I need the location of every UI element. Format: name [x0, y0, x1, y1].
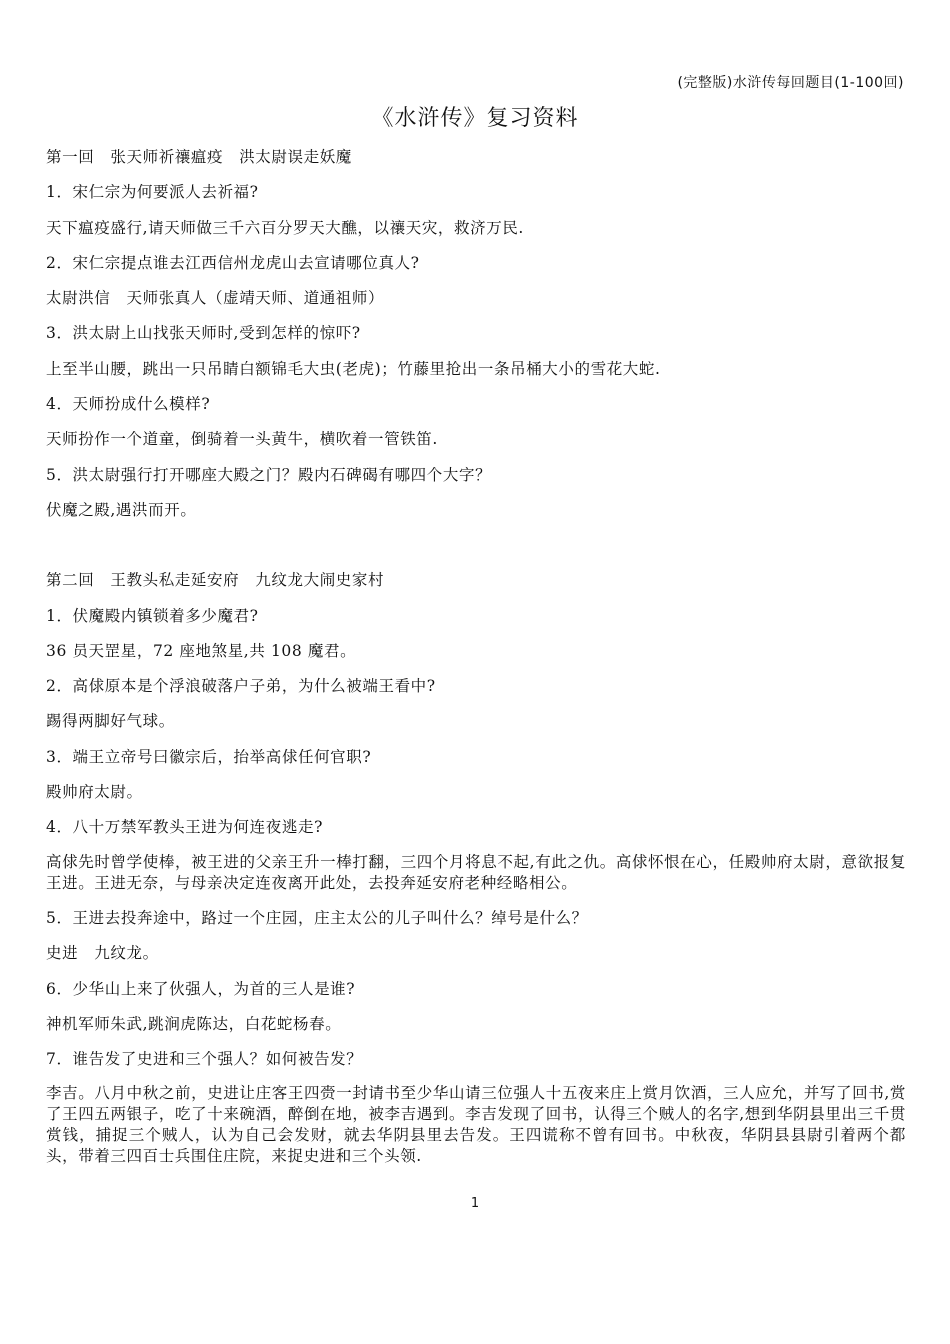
running-header: (完整版)水浒传每回题目(1-100回): [677, 75, 904, 91]
chapter-1-answer-5: 伏魔之殿,遇洪而开。: [46, 500, 197, 519]
chapter-2-question-3: 3．端王立帝号曰徽宗后，抬举高俅任何官职?: [46, 747, 372, 766]
chapter-2-answer-1: 36 员天罡星，72 座地煞星,共 108 魔君。: [46, 641, 357, 660]
chapter-1-question-1: 1．宋仁宗为何要派人去祈福?: [46, 183, 259, 202]
page-title: 《水浒传》复习资料: [371, 106, 579, 131]
chapter-2-answer-5: 史进 九纹龙。: [46, 944, 159, 963]
chapter-2-question-5: 5．王进去投奔途中，路过一个庄园，庄主太公的儿子叫什么？绰号是什么？: [46, 908, 588, 927]
chapter-2-answer-3: 殿帅府太尉。: [46, 783, 143, 802]
chapter-2-question-1: 1．伏魔殿内镇锁着多少魔君?: [46, 606, 259, 625]
chapter-1-question-3: 3．洪太尉上山找张天师时,受到怎样的惊吓?: [46, 324, 361, 343]
chapter-1-answer-2: 太尉洪信 天师张真人（虚靖天师、道通祖师）: [46, 289, 385, 308]
chapter-2-answer-2: 踢得两脚好气球。: [46, 712, 175, 731]
chapter-1-answer-3: 上至半山腰，跳出一只吊睛白额锦毛大虫(老虎)；竹藤里抢出一条吊桶大小的雪花大蛇.: [46, 359, 661, 378]
chapter-2-question-7: 7．谁告发了史进和三个强人？如何被告发？: [46, 1050, 363, 1069]
chapter-1-heading: 第一回 张天师祈禳瘟疫 洪太尉误走妖魔: [46, 148, 352, 166]
document-body: [46, 146, 906, 1181]
chapter-2-question-4: 4．八十万禁军教头王进为何连夜逃走?: [46, 818, 323, 837]
chapter-2-answer-6: 神机军师朱武,跳涧虎陈达，白花蛇杨春。: [46, 1014, 342, 1033]
page-number: 1: [470, 1196, 480, 1211]
chapter-2-heading: 第二回 王教头私走延安府 九纹龙大闹史家村: [46, 571, 385, 590]
chapter-1-question-5: 5．洪太尉强行打开哪座大殿之门？殿内石碑碣有哪四个大字？: [46, 465, 492, 484]
chapter-1-question-2: 2．宋仁宗提点谁去江西信州龙虎山去宣请哪位真人?: [46, 253, 420, 272]
chapter-1-answer-1: 天下瘟疫盛行,请天师做三千六百分罗天大醮，以禳天灾，救济万民.: [46, 218, 524, 237]
chapter-1-answer-4: 天师扮作一个道童，倒骑着一头黄牛，横吹着一管铁笛.: [46, 430, 438, 449]
chapter-1-question-4: 4．天师扮成什么模样?: [46, 395, 211, 414]
chapter-2-answer-4: 高俅先时曾学使棒，被王进的父亲王升一棒打翻，三四个月将息不起,有此之仇。高俅怀恨在心，任殿帅府太尉，意欲报复王进。王进无奈，与母亲决定连夜离开此处，去投奔延安府老种经略相公。: [46, 852, 906, 892]
section-spacer: [46, 534, 906, 569]
chapter-2-answer-7: 李吉。八月中秋之前，史进让庄客王四赍一封请书至少华山请三位强人十五夜来庄上赏月饮酒，三人应允，并写了回书,赏了王四五两银子，吃了十来碗酒，醉倒在地，被李吉遇到。李吉发现了回书，认得三个贼人的名字,想到华阴县里出三千贯赏钱，捕捉三个贼人，认为自己会发财，就去华阴县里去告发。王四谎称不曾有回书。中秋夜，华阴县县尉引着两个都头，带着三四百士兵围住庄院，来捉史进和三个头领.: [46, 1084, 906, 1166]
chapter-2-question-6: 6．少华山上来了伙强人，为首的三人是谁?: [46, 979, 356, 998]
chapter-2-question-2: 2．高俅原本是个浮浪破落户子弟，为什么被端王看中?: [46, 677, 436, 696]
